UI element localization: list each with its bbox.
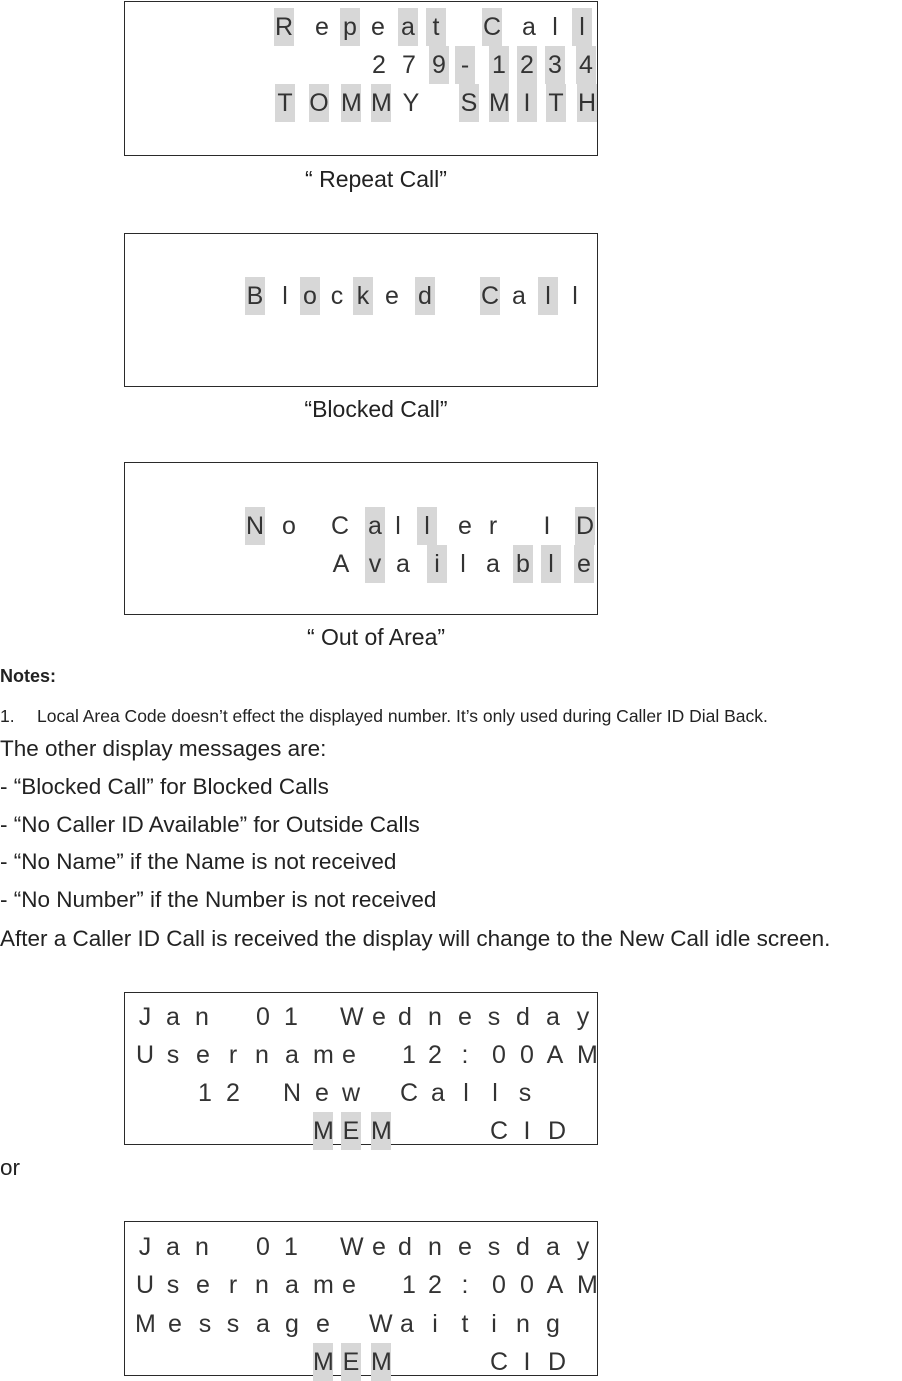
lcd-display-repeat-call [124,1,598,156]
lcd-char: I [517,84,537,122]
lcd-char: l [541,545,561,583]
bullet-blocked: - “Blocked Call” for Blocked Calls [0,774,329,799]
lcd-row-2 [125,1266,598,1304]
lcd-char: C [399,1079,419,1107]
lcd-char: e [168,1310,182,1338]
lcd-char: I [523,1117,531,1145]
bullet-no-name: - “No Name” if the Name is not received [0,849,397,874]
lcd-char: D [575,507,595,545]
lcd-char: a [431,1079,445,1107]
lcd-char: l [460,550,466,578]
lcd-char: E [341,1343,361,1381]
lcd-char: 0 [256,1003,270,1031]
lcd-row-1 [125,998,595,1036]
lcd-char: M [577,1271,598,1299]
lcd-char: U [135,1271,155,1299]
lcd-char: E [341,1112,361,1150]
lcd-char: M [341,84,361,122]
lcd-char: e [315,13,329,41]
lcd-char: M [489,84,509,122]
lcd-row-2 [125,46,595,84]
lcd-char: k [353,277,373,315]
lcd-char: M [371,1112,391,1150]
lcd-char: A [546,1041,564,1069]
lcd-char: e [372,1003,386,1031]
lcd-char: 0 [256,1233,270,1261]
lcd-char: i [491,1310,497,1338]
lcd-char: r [228,1041,238,1069]
lcd-char: l [417,507,437,545]
lcd-char: e [196,1271,210,1299]
lcd-row-1 [125,277,595,315]
lcd-char: d [398,1003,412,1031]
lcd-char: R [274,8,294,46]
bullet-no-number: - “No Number” if the Number is not received [0,887,437,912]
lcd-char: M [577,1041,598,1069]
lcd-char: H [577,84,597,122]
lcd-char: S [459,84,479,122]
lcd-char: 9 [429,46,449,84]
lcd-char: D [547,1348,567,1376]
lcd-char: J [138,1233,152,1261]
lcd-char: y [576,1003,590,1031]
lcd-char: 0 [492,1041,506,1069]
lcd-char: n [195,1233,209,1261]
lcd-char: C [480,277,500,315]
lcd-char: r [488,512,498,540]
lcd-char: : [461,1271,469,1299]
lcd-char: 7 [402,51,416,79]
lcd-row-1 [125,507,595,545]
lcd-char: C [489,1348,509,1376]
caption-blocked-call: “Blocked Call” [304,396,448,422]
lcd-row-3 [125,1074,595,1112]
lcd-char: a [546,1233,560,1261]
lcd-char: w [341,1079,361,1107]
lcd-char: e [371,13,385,41]
lcd-char: N [282,1079,302,1107]
lcd-char: l [492,1079,498,1107]
lcd-char: n [255,1271,269,1299]
lcd-char: 0 [520,1041,534,1069]
lcd-char: l [395,512,401,540]
lcd-char: d [516,1003,530,1031]
lcd-row-1 [125,1228,595,1266]
lcd-char: e [458,1003,472,1031]
lcd-char: m [313,1271,334,1299]
lcd-char: y [576,1233,590,1261]
lcd-char: s [198,1310,212,1338]
lcd-char: t [461,1310,469,1338]
lcd-char: 1 [402,1041,416,1069]
lcd-char: T [275,84,295,122]
lcd-char: W [369,1310,393,1338]
lcd-row-4 [125,1343,595,1381]
lcd-char: l [463,1079,469,1107]
lcd-row-2 [125,545,595,583]
lcd-char: e [342,1271,356,1299]
lcd-char: t [426,8,446,46]
lcd-display-idle-message-waiting [124,1221,598,1376]
lcd-char: 2 [517,46,537,84]
lcd-char: D [547,1117,567,1145]
lcd-char: s [487,1003,501,1031]
lcd-char: v [365,545,385,583]
lcd-char: r [228,1271,238,1299]
lcd-char: J [138,1003,152,1031]
lcd-char: s [226,1310,240,1338]
lcd-char: M [135,1310,156,1338]
lcd-char: 2 [226,1079,240,1107]
caption-repeat-call: “ Repeat Call” [305,166,447,192]
lcd-char: M [371,1343,391,1381]
note-item-1 [0,706,768,727]
after-call-text: After a Caller ID Call is received the display will change to the New Call idle screen. [0,926,831,951]
lcd-char: - [455,46,475,84]
lcd-display-out-of-area [124,462,598,615]
lcd-char: a [396,550,410,578]
lcd-display-idle-new-calls [124,992,598,1145]
lcd-char: n [428,1233,442,1261]
lcd-char: l [538,277,558,315]
lcd-char: l [282,282,288,310]
lcd-row-1 [125,8,595,46]
or-text: or [0,1155,21,1180]
lcd-char: A [332,550,350,578]
lcd-char: a [256,1310,270,1338]
lcd-row-4 [125,1112,595,1150]
lcd-char: i [427,545,447,583]
lcd-char: a [166,1003,180,1031]
lcd-char: 1 [284,1003,298,1031]
caption-out-of-area: “ Out of Area” [306,624,446,650]
lcd-char: a [365,507,385,545]
lcd-char: a [285,1041,299,1069]
lcd-char: n [195,1003,209,1031]
lcd-char: i [432,1310,438,1338]
lcd-char: W [340,1003,364,1031]
lcd-char: o [282,512,296,540]
lcd-char: a [398,8,418,46]
lcd-char: C [330,512,350,540]
lcd-char: a [522,13,536,41]
lcd-char: a [546,1003,560,1031]
lcd-display-blocked-call [124,233,598,387]
lcd-char: d [398,1233,412,1261]
lcd-char: U [135,1041,155,1069]
note-text: Local Area Code doesn’t effect the displayed number. It’s only used during Caller ID Dial Back. [37,706,768,726]
lcd-char: l [572,282,578,310]
lcd-char: W [340,1233,364,1261]
lcd-char: e [574,545,594,583]
lcd-char: 4 [576,46,596,84]
lcd-char: n [255,1041,269,1069]
lcd-char: l [572,8,592,46]
lcd-row-3 [125,1305,595,1343]
lcd-char: a [400,1310,414,1338]
lcd-char: e [316,1310,330,1338]
lcd-char: 2 [372,51,386,79]
lcd-char: s [487,1233,501,1261]
lcd-char: n [516,1310,530,1338]
lcd-char: I [543,512,551,540]
lcd-char: I [523,1348,531,1376]
lcd-char: N [245,507,265,545]
lcd-char: e [315,1079,329,1107]
lcd-char: d [415,277,435,315]
lcd-char: 1 [198,1079,212,1107]
lcd-char: s [166,1271,180,1299]
lcd-char: d [516,1233,530,1261]
note-number: 1. [0,706,15,726]
lcd-char: a [486,550,500,578]
lcd-char: A [546,1271,564,1299]
lcd-char: T [546,84,566,122]
lcd-char: e [458,1233,472,1261]
lcd-char: b [513,545,533,583]
lcd-char: 1 [402,1271,416,1299]
lcd-char: M [371,84,391,122]
lcd-char: M [313,1112,333,1150]
lcd-char: M [313,1343,333,1381]
lcd-char: Y [402,89,420,117]
lcd-char: o [300,277,320,315]
lcd-char: a [166,1233,180,1261]
lcd-char: 0 [492,1271,506,1299]
lcd-char: e [196,1041,210,1069]
lcd-char: 1 [284,1233,298,1261]
lcd-char: 0 [520,1271,534,1299]
bullet-no-caller-id: - “No Caller ID Available” for Outside Calls [0,812,420,837]
lcd-char: B [245,277,265,315]
lcd-char: C [482,8,502,46]
lcd-char: 2 [428,1041,442,1069]
lcd-char: a [285,1271,299,1299]
lcd-char: s [166,1041,180,1069]
lcd-char: 2 [428,1271,442,1299]
lcd-char: c [330,282,344,310]
lcd-char: g [285,1310,299,1338]
lcd-char: p [340,8,360,46]
lcd-char: a [512,282,526,310]
other-messages-intro: The other display messages are: [0,736,327,761]
lcd-char: g [546,1310,560,1338]
lcd-char: m [313,1041,334,1069]
lcd-char: C [489,1117,509,1145]
lcd-char: e [372,1233,386,1261]
lcd-char: O [309,84,329,122]
lcd-row-3 [125,84,595,122]
lcd-char: l [552,13,558,41]
lcd-char: 1 [489,46,509,84]
lcd-char: s [518,1079,532,1107]
lcd-char: : [461,1041,469,1069]
lcd-char: e [458,512,472,540]
lcd-row-2 [125,1036,598,1074]
lcd-char: n [428,1003,442,1031]
lcd-char: e [385,282,399,310]
lcd-char: 3 [545,46,565,84]
notes-title: Notes: [0,666,57,686]
lcd-char: e [342,1041,356,1069]
